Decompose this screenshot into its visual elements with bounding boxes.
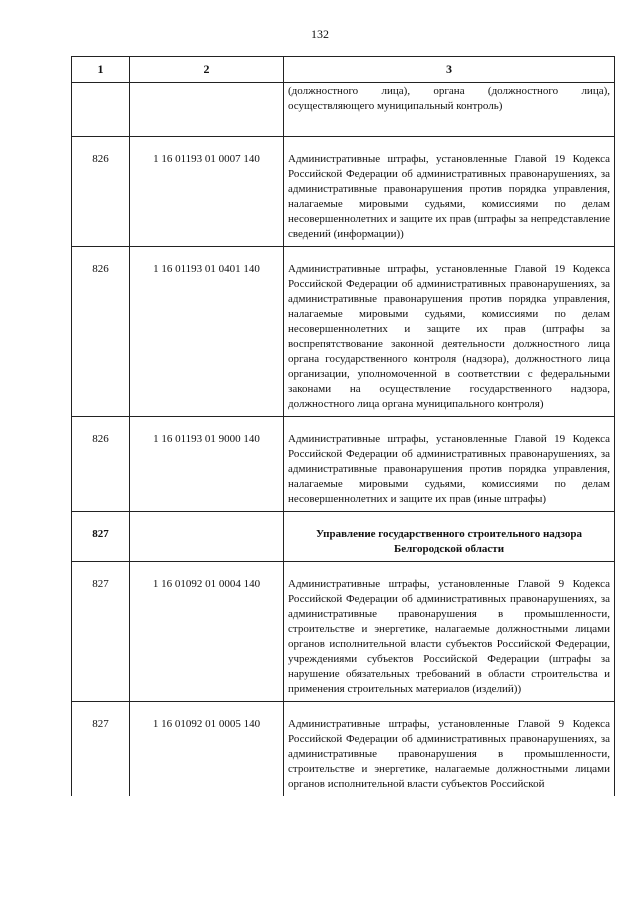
row-code: 1 16 01193 01 9000 140 [130, 417, 284, 512]
row-description: Административные штрафы, установленные Главой 19 Кодекса Российской Федерации об административных правонарушениях, за административные правонарушения против порядка управления, налагаемые мировыми судьями, комиссиями по делам несовершеннолетних и защите их прав (иные штрафы) [284, 417, 615, 512]
row-number [72, 83, 130, 137]
row-description: Административные штрафы, установленные Главой 19 Кодекса Российской Федерации об административных правонарушениях, за административные правонарушения против порядка управления, налагаемые мировыми судьями, комиссиями по делам несовершеннолетних и защите их прав (штрафы за непредставление сведений (информации)) [284, 137, 615, 247]
row-code: 1 16 01092 01 0004 140 [130, 562, 284, 702]
table-row [72, 137, 615, 247]
row-description: Административные штрафы, установленные Главой 9 Кодекса Российской Федерации об административных правонарушениях, за административные правонарушения в промышленности, строительстве и энергетике, налагаемые должностными лицами органов исполнительной власти субъектов Российской Федерации, учреждениями субъектов Российской Федерации (штрафы за нарушение обязательных требований в области строительства и применения строительных материалов (изделий)) [284, 562, 615, 702]
row-description: Административные штрафы, установленные Главой 9 Кодекса Российской Федерации об административных правонарушениях, за административные правонарушения в промышленности, строительстве и энергетике, налагаемые должностными лицами органов исполнительной власти субъектов Российской [284, 702, 615, 797]
organization-name: Управление государственного строительного надзора Белгородской области [284, 512, 615, 562]
page-number: 132 [311, 27, 329, 41]
column-header-2: 2 [130, 57, 284, 83]
row-number: 827 [72, 702, 130, 797]
table-row [72, 417, 615, 512]
row-description: Административные штрафы, установленные Главой 19 Кодекса Российской Федерации об административных правонарушениях, за административные правонарушения против порядка управления, налагаемые мировыми судьями, комиссиями по делам несовершеннолетних и защите их прав (штрафы за воспрепятствование законной деятельности должностного лица органа государственного контроля (надзора), должностного лица организации, уполномоченной в соответствии с федеральными законами на осуществление государственного надзора, должностного лица органа муниципального контроля) [284, 247, 615, 417]
header-row [72, 57, 615, 83]
table-body [72, 83, 615, 797]
column-header-3: 3 [284, 57, 615, 83]
row-code: 1 16 01092 01 0005 140 [130, 702, 284, 797]
table-row [72, 702, 615, 797]
table-row [72, 247, 615, 417]
row-description: (должностного лица), органа (должностного лица), осуществляющего муниципальный контроль) [284, 83, 615, 137]
table-header [72, 57, 615, 83]
classification-table [71, 56, 615, 796]
row-code: 1 16 01193 01 0007 140 [130, 137, 284, 247]
row-number: 826 [72, 247, 130, 417]
row-code: 1 16 01193 01 0401 140 [130, 247, 284, 417]
row-number: 827 [72, 512, 130, 562]
row-code [130, 512, 284, 562]
column-header-1: 1 [72, 57, 130, 83]
row-number: 826 [72, 137, 130, 247]
table-row [72, 562, 615, 702]
table-row [72, 83, 615, 137]
organization-row [72, 512, 615, 562]
row-number: 827 [72, 562, 130, 702]
row-code [130, 83, 284, 137]
row-number: 826 [72, 417, 130, 512]
